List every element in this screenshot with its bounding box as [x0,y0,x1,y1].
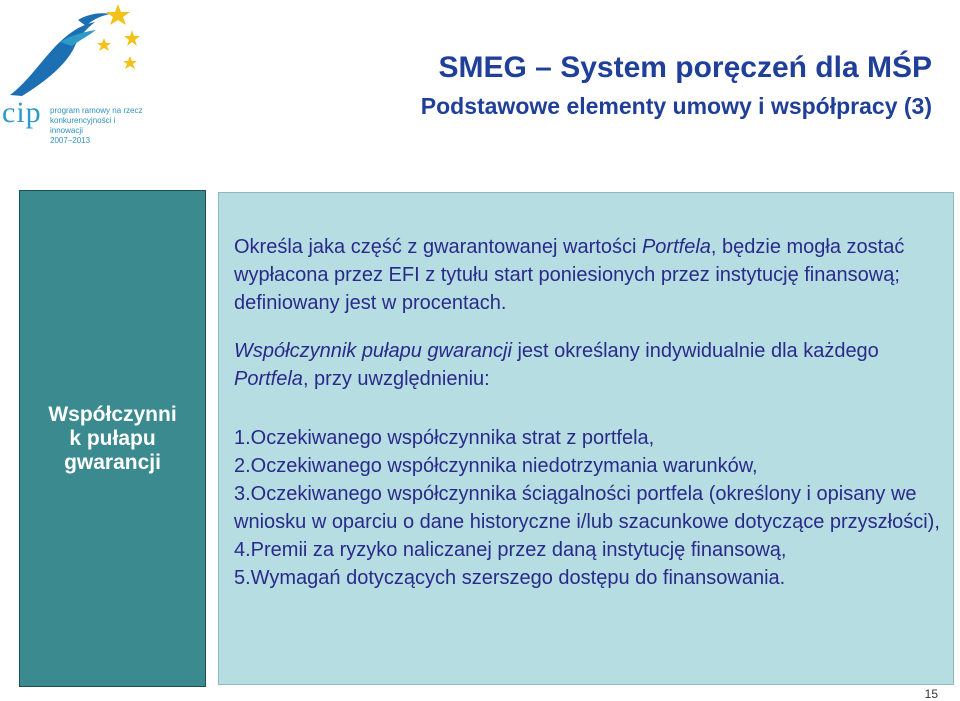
content-panel [218,192,954,685]
star-icon [106,4,130,25]
list-item: 1.Oczekiwanego współczynnika strat z portfela, [234,427,655,449]
content-body [234,233,947,592]
list-item: 5.Wymagań dotyczących szerszego dostępu do finansowania. [234,567,786,589]
text-span: Portfela [641,236,711,258]
list-item: 4.Premii za ryzyko naliczanej przez daną instytucję finansową, [234,539,787,561]
cip-logo [0,0,150,145]
factors-list [234,424,947,592]
label-text: Współczynni k pułapu gwarancji [48,402,177,474]
text-span: jest określany indywidualnie dla każdego [511,340,879,362]
text-span: , będzie mogła zostać wypłacona przez EFI z tytułu start poniesionych przez instytucję finansową; definiowany jest w procentach. [234,236,905,314]
slide-title: SMEG – System poręczeń dla MŚP [438,51,932,84]
star-icon [123,56,137,69]
text-span: Portfela [234,368,303,390]
logo-caption: program ramowy na rzecz konkurencyjności i innowacji 2007–2013 [50,106,143,145]
star-icon [97,38,111,51]
logo-mark: cip [2,96,42,129]
list-item: 3.Oczekiwanego współczynnika ściągalności portfela (określony i opisany we wniosku w oparciu o dane historyczne i/lub szacunkowe dotyczące przyszłości), [234,483,940,533]
definition-paragraph [234,233,947,317]
label-panel [19,190,206,687]
cip-logo-graphic [0,0,150,110]
text-span: Współczynnik pułapu gwarancji [234,340,512,362]
slide-subtitle: Podstawowe elementy umowy i współpracy (3) [420,93,932,119]
star-icon [124,30,140,46]
page-number: 15 [924,687,938,701]
text-span: Określa jaka część z gwarantowanej wartości [234,236,642,258]
factors-intro-paragraph [234,337,947,393]
list-item: 2.Oczekiwanego współczynnika niedotrzymania warunków, [234,455,758,477]
text-span: , przy uwzględnieniu: [302,368,490,390]
